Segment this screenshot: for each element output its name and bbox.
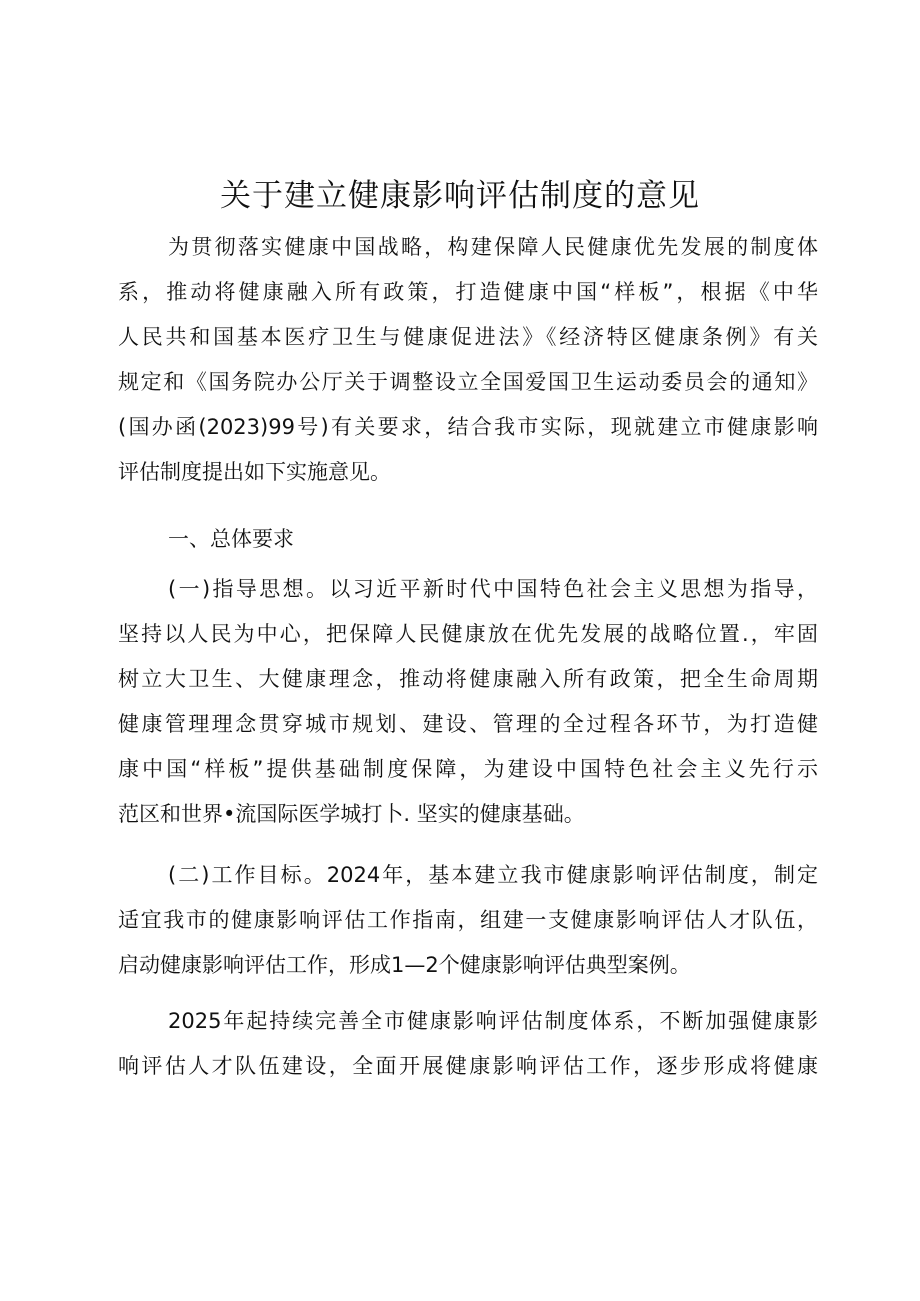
paragraph-line: 康中国“样板”提供基础制度保障，为建设中国特色社会主义先行示 (118, 757, 818, 781)
paragraph-line: 评估制度提出如下实施意见。 (118, 460, 391, 484)
paragraph-line: 坚持以人民为中心，把保障人民健康放在优先发展的战略位置.，牢固 (118, 622, 818, 646)
guiding-ideology-paragraph (118, 567, 818, 837)
paragraph-line: 范区和世界•流国际医学城打卜. 坚实的健康基础。 (118, 802, 585, 826)
paragraph-line: 人民共和国基本医疗卫生与健康促进法》《经济特区健康条例》有关 (118, 325, 818, 349)
paragraph-line: 适宜我市的健康影响评估工作指南，组建一支健康影响评估人才队伍， (118, 908, 818, 932)
section-heading-text: 一、总体要求 (168, 527, 294, 551)
paragraph-line: 系，推动将健康融入所有政策，打造健康中国“样板”，根据《中华 (118, 280, 818, 304)
paragraph-line: (二)工作目标。2024年，基本建立我市健康影响评估制度，制定 (168, 863, 818, 887)
intro-paragraph (118, 225, 818, 495)
continuation-paragraph (118, 999, 818, 1089)
section-heading (118, 517, 818, 562)
paragraph-line: 健康管理理念贯穿城市规划、建设、管理的全过程各环节，为打造健 (118, 712, 818, 736)
paragraph-line: (一)指导思想。以习近平新时代中国特色社会主义思想为指导， (168, 577, 818, 601)
paragraph-line: 为贯彻落实健康中国战略，构建保障人民健康优先发展的制度体 (168, 235, 818, 259)
paragraph-line: 规定和《国务院办公厅关于调整设立全国爱国卫生运动委员会的通知》 (118, 370, 818, 394)
paragraph-line: 响评估人才队伍建设，全面开展健康影响评估工作，逐步形成将健康 (118, 1054, 818, 1078)
paragraph-line: (国办函(2023)99号)有关要求，结合我市实际，现就建立市健康影响 (118, 415, 818, 439)
paragraph-line: 启动健康影响评估工作，形成1—2个健康影响评估典型案例。 (118, 953, 691, 977)
work-goals-paragraph (118, 853, 818, 988)
paragraph-line: 2025年起持续完善全市健康影响评估制度体系，不断加强健康影 (168, 1009, 818, 1033)
paragraph-line: 树立大卫生、大健康理念，推动将健康融入所有政策，把全生命周期 (118, 667, 818, 691)
document-title: 关于建立健康影响评估制度的意见 (220, 178, 700, 214)
